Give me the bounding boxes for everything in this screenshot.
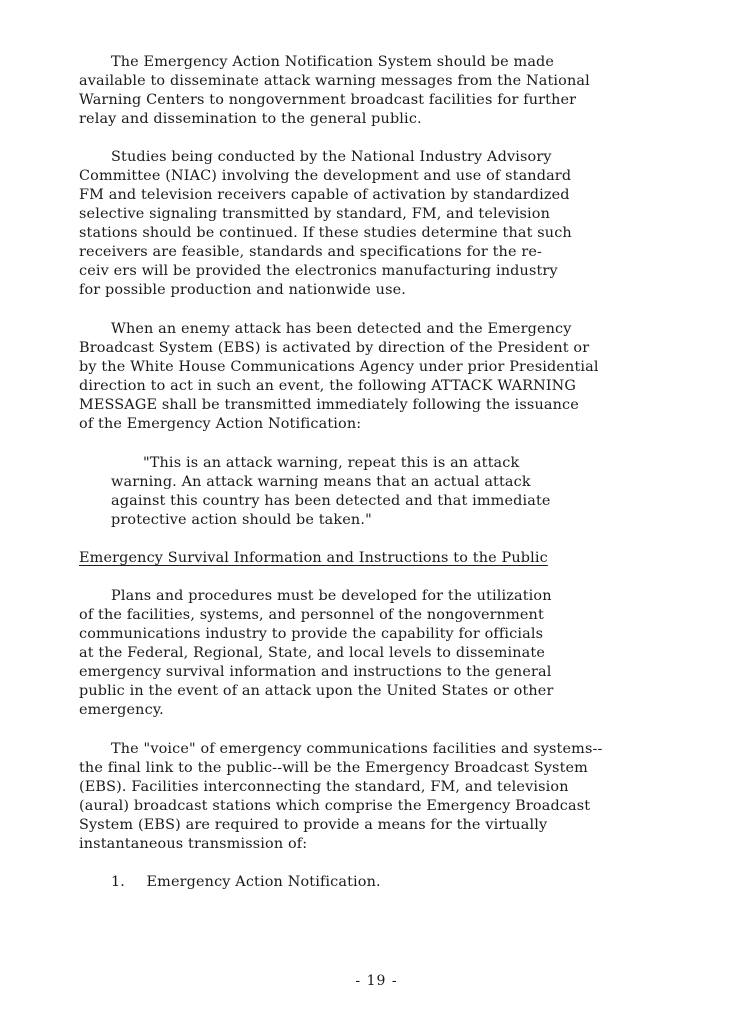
text-line: Studies being conducted by the National Industry Advisory <box>111 149 552 165</box>
text-line: the final link to the public--will be the Emergency Broadcast System <box>79 760 588 776</box>
text-line: of the facilities, systems, and personnel of the nongovernment <box>79 607 544 623</box>
text-line: Warning Centers to nongovernment broadcast facilities for further <box>79 92 577 108</box>
quote-line: protective action should be taken." <box>111 512 372 528</box>
text-line: available to disseminate attack warning messages from the National <box>79 73 590 89</box>
quote-line: against this country has been detected and that immediate <box>111 493 551 509</box>
list-item-number: 1. <box>111 874 126 890</box>
text-line: The Emergency Action Notification System should be made <box>111 54 555 70</box>
text-line: Committee (NIAC) involving the development and use of standard <box>79 168 572 184</box>
text-line: MESSAGE shall be transmitted immediately following the issuance <box>79 397 579 413</box>
text-line: ceiv ers will be provided the electronics manufacturing industry <box>79 263 558 279</box>
text-line: FM and television receivers capable of activation by standardized <box>79 187 570 203</box>
quote-line: "This is an attack warning, repeat this is an attack <box>143 455 520 471</box>
text-line: The "voice" of emergency communications facilities and systems-- <box>111 741 603 757</box>
text-line: (aural) broadcast stations which comprise the Emergency Broadcast <box>79 798 591 814</box>
text-line: at the Federal, Regional, State, and local levels to disseminate <box>79 645 545 661</box>
text-line: instantaneous transmission of: <box>79 836 308 852</box>
text-line: stations should be continued. If these studies determine that such <box>79 225 572 241</box>
text-line: relay and dissemination to the general public. <box>79 111 422 127</box>
text-line: System (EBS) are required to provide a means for the virtually <box>79 817 548 833</box>
text-line: emergency. <box>79 702 164 718</box>
text-line: selective signaling transmitted by standard, FM, and television <box>79 206 550 222</box>
list-item <box>111 873 381 892</box>
text-line: of the Emergency Action Notification: <box>79 416 362 432</box>
text-line: emergency survival information and instructions to the general <box>79 664 552 680</box>
section-heading: Emergency Survival Information and Instructions to the Public <box>79 550 548 566</box>
text-line: receivers are feasible, standards and specifications for the re- <box>79 244 543 260</box>
text-line: Broadcast System (EBS) is activated by direction of the President or <box>79 340 590 356</box>
text-line: Plans and procedures must be developed for the utilization <box>111 588 552 604</box>
page-number: - 19 - <box>355 973 398 989</box>
text-line: by the White House Communications Agency under prior Presidential <box>79 359 599 375</box>
text-line: communications industry to provide the capability for officials <box>79 626 544 642</box>
text-line: (EBS). Facilities interconnecting the standard, FM, and television <box>79 779 569 795</box>
quote-line: warning. An attack warning means that an actual attack <box>111 474 531 490</box>
text-line: for possible production and nationwide use. <box>79 282 406 298</box>
text-line: When an enemy attack has been detected and the Emergency <box>111 321 572 337</box>
list-item-text: Emergency Action Notification. <box>146 874 381 890</box>
text-line: public in the event of an attack upon the United States or other <box>79 683 554 699</box>
text-line: direction to act in such an event, the following ATTACK WARNING <box>79 378 577 394</box>
